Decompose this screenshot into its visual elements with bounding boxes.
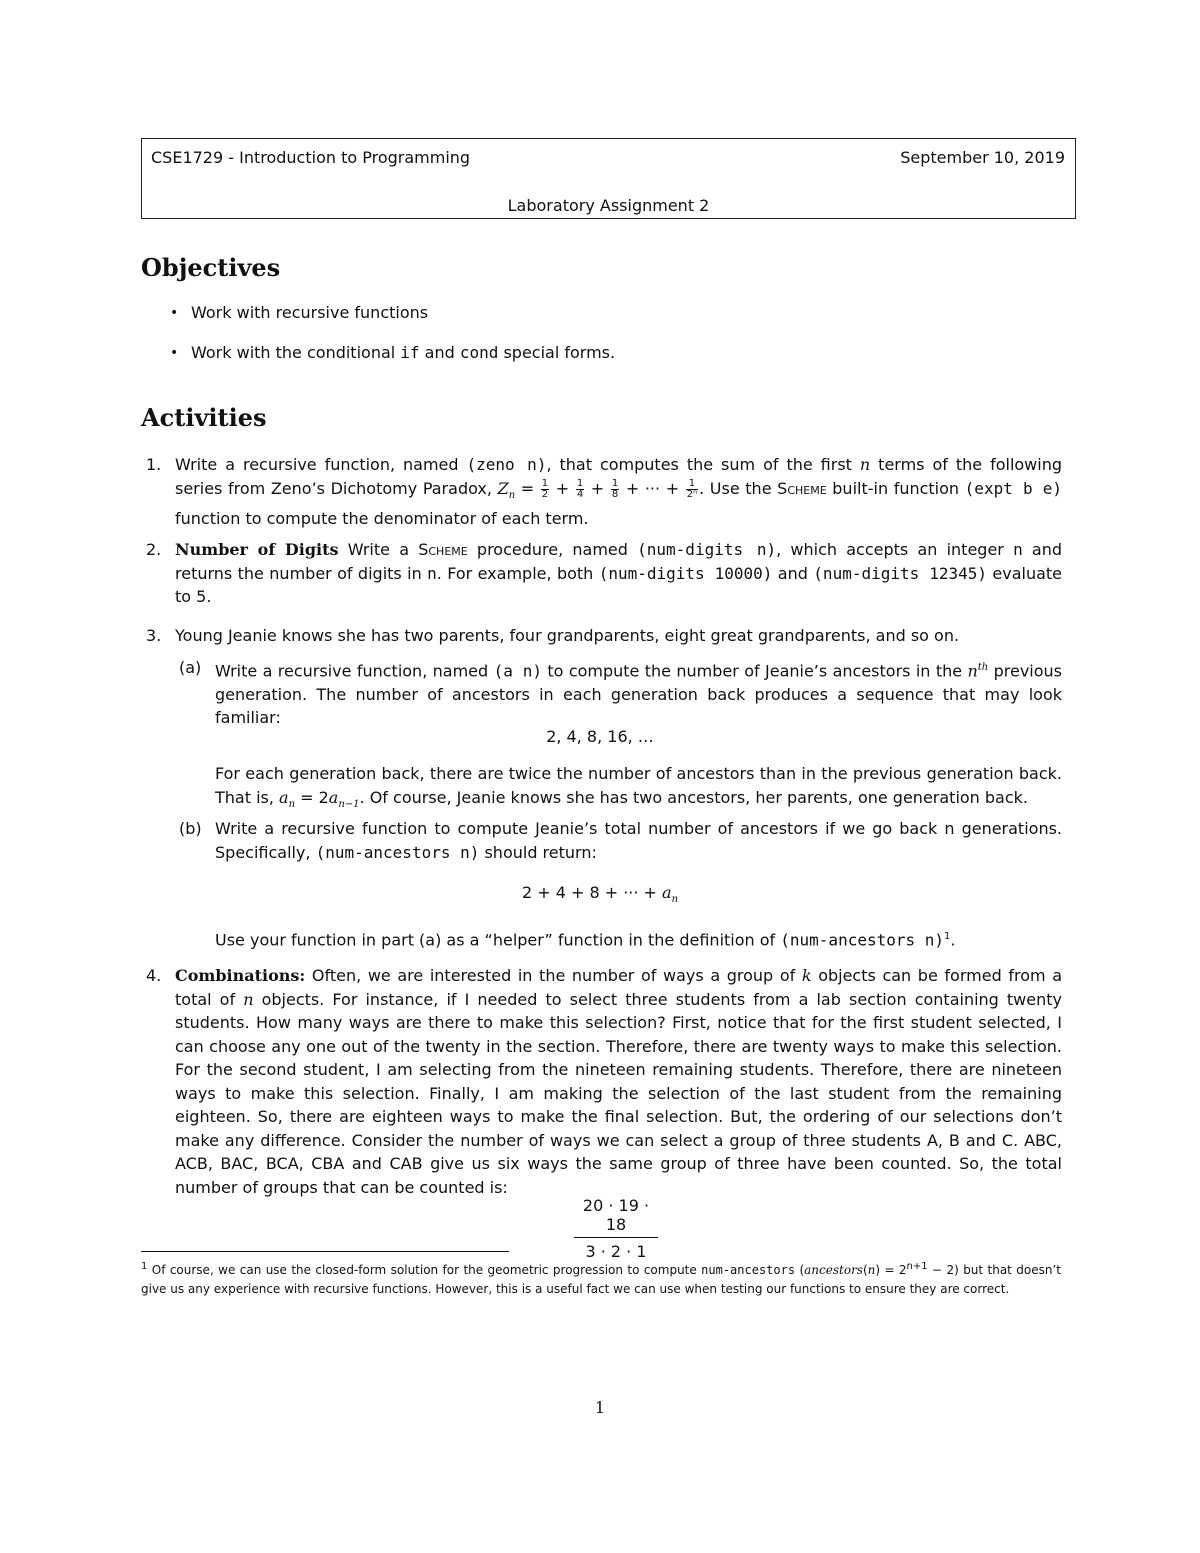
fraction-denominator: 3 · 2 · 1: [585, 1242, 647, 1261]
activity-3a-explanation: For each generation back, there are twice the number of ancestors than in the previous generation back. That is, $a_n = 2a_{n-1}$. Of course, Jeanie knows she has two ancestors, her parents, one generation back.: [215, 764, 1062, 810]
objectives-heading: Objectives: [141, 253, 281, 282]
activity-1: 1. Write a recursive function, named (zeno n), that computes the sum of the first n terms of the following series from Zeno’s Dichotomy Paradox, $Z_n$ = $\frac{1}{2}$ + $\frac{1}{4}$ + $\frac{1}{8}$ + ··· + $\frac{1}{\text{2ⁿ}}$ . Use the Scheme built-in function (expt b e) function to compute the denominator of each term.: [146, 455, 1063, 529]
combinations-fraction: [574, 1196, 658, 1261]
fraction: $\frac{1}{4}$: [576, 477, 584, 500]
assignment-date: September 10, 2019: [900, 148, 1065, 167]
objectives-list: [170, 303, 615, 383]
page-number: 1: [594, 1398, 606, 1417]
fraction: $\frac{1}{\text{2ⁿ}}$: [686, 477, 698, 500]
footnote: $^1$ Of course, we can use the closed-form solution for the geometric progression to compute num-ancestors (ancestors(n) = $2^{n+1} - 2$) but that doesn’t give us any experience with recursive functions. However, this is a useful fact we can use when testing our functions to ensure they are correct.: [141, 1261, 1061, 1296]
header-box: [141, 138, 1076, 219]
activity-3b-helper: Use your function in part (a) as a “helper” function in the definition of (num-ancestors n)$^1$.: [215, 930, 956, 950]
fraction: $\frac{1}{8}$: [611, 477, 619, 500]
activity-3a: (a) Write a recursive function, named (a n) to compute the number of Jeanie’s ancestors in the $n^{th}$ previous generation. The number of ancestors in each generation back produces a sequence that may look familiar:: [179, 658, 1063, 728]
fraction: $\frac{1}{2}$: [541, 477, 549, 500]
objective-item: • Work with recursive functions: [170, 303, 615, 343]
objective-item: • Work with the conditional if and cond special forms.: [170, 343, 615, 383]
footnote-rule: [141, 1251, 509, 1252]
assignment-title: Laboratory Assignment 2: [507, 196, 710, 215]
ancestor-sequence: 2, 4, 8, 16, …: [546, 727, 654, 746]
activities-heading: Activities: [141, 403, 267, 432]
activity-2: 2. Number of Digits Write a Scheme procedure, named (num-digits n), which accepts an integer n and returns the number of digits in n. For example, both (num-digits 10000) and (num-digits 12345) evaluate to 5.: [146, 540, 1063, 606]
fraction-numerator: 20 · 19 · 18: [574, 1196, 658, 1238]
activity-4: 4. Combinations: Often, we are interested in the number of ways a group of k objects can be formed from a total of n objects. For instance, if I needed to select three students from a lab section containing twenty students. How many ways are there to make this selection? First, notice that for the first student selected, I can choose any one out of the twenty in the section. Therefore, there are twenty ways to make this selection. For the second student, I am selecting from the nineteen remaining students. Therefore, there are nineteen ways to make this selection. Finally, I am making the selection of the last student from the remaining eighteen. So, there are eighteen ways to make the final selection. But, the ordering of our selections don’t make any difference. Consider the number of ways we can select a group of three students A, B and C. ABC, ACB, BAC, BCA, CBA and CAB give us six ways the same group of three have been counted. So, the total number of groups that can be counted is:: [146, 966, 1062, 1197]
ancestor-sum: 2 + 4 + 8 + ··· + $a_n$: [521, 883, 679, 906]
activity-3: 3. Young Jeanie knows she has two parents, four grandparents, eight great grandparents, and so on.: [146, 626, 960, 645]
activity-3b: (b) Write a recursive function to compute Jeanie’s total number of ancestors if we go back n generations. Specifically, (num-ancestors n) should return:: [179, 819, 1062, 862]
course-title: CSE1729 - Introduction to Programming: [151, 148, 471, 167]
